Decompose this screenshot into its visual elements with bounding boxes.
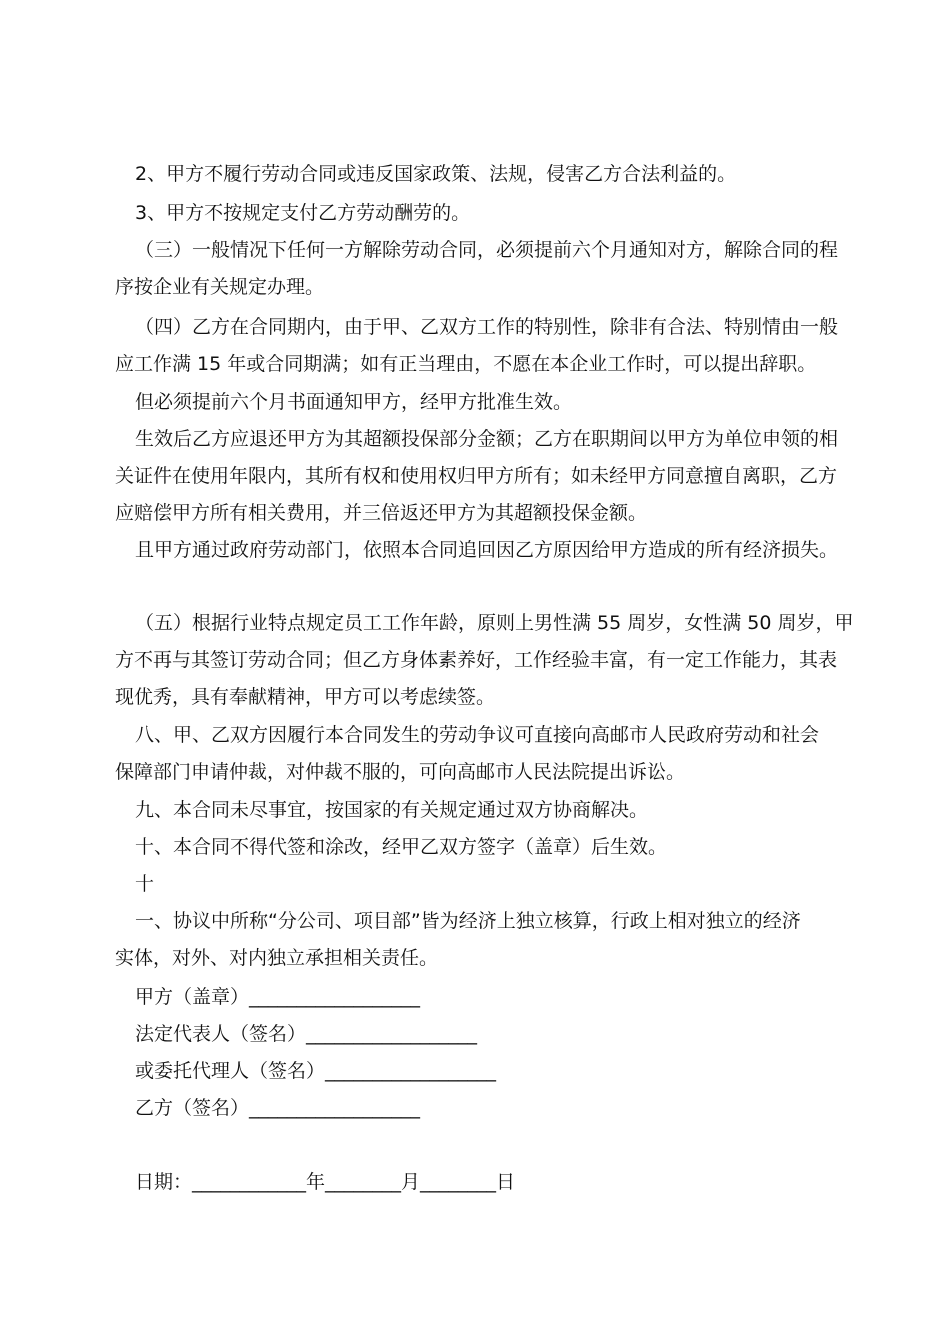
party-b-signature-line — [115, 1090, 860, 1127]
party-a-signature-line — [115, 979, 860, 1016]
clause-nine — [115, 792, 860, 829]
refund-paragraph — [115, 421, 840, 532]
section-three — [115, 232, 840, 306]
text-line: 现优秀，具有奉献精神，甲方可以考虑续签。 — [115, 686, 496, 708]
clause-3 — [115, 195, 860, 232]
text-line: 生效后乙方应退还甲方为其超额投保部分金额；乙方在职期间以甲方为单位申领的相 — [135, 428, 839, 450]
clause-eight — [115, 717, 840, 791]
legal-rep-signature-line — [115, 1016, 860, 1053]
clause-ten — [115, 829, 860, 866]
text-line: 九、本合同未尽事宜，按国家的有关规定通过双方协商解决。 — [135, 799, 649, 821]
text-line: 乙方（签名）__________________ — [135, 1097, 421, 1119]
text-line: 十 — [135, 873, 155, 895]
text-line: 应赔偿甲方所有相关费用，并三倍返还甲方为其超额投保金额。 — [115, 502, 648, 524]
text-line: 保障部门申请仲裁，对仲裁不服的，可向高邮市人民法院提出诉讼。 — [115, 761, 686, 783]
section-five — [115, 605, 854, 716]
text-line: 一、协议中所称“分公司、项目部”皆为经济上独立核算，行政上相对独立的经济 — [135, 910, 801, 932]
clause-eleven — [115, 903, 840, 977]
section-four — [115, 309, 840, 383]
text-line: 甲方（盖章）__________________ — [135, 986, 421, 1008]
text-line: 2、甲方不履行劳动合同或违反国家政策、法规，侵害乙方合法利益的。 — [135, 163, 737, 185]
text-line: （三）一般情况下任何一方解除劳动合同，必须提前六个月通知对方，解除合同的程 — [135, 239, 839, 261]
text-line: 或委托代理人（签名）__________________ — [135, 1060, 497, 1082]
clause-eleven-heading — [115, 866, 860, 903]
text-line: 日期：____________年________月________日 — [135, 1171, 516, 1193]
text-line: 法定代表人（签名）__________________ — [135, 1023, 478, 1045]
text-line: 方不再与其签订劳动合同；但乙方身体素养好，工作经验丰富，有一定工作能力，其表 — [115, 649, 838, 671]
text-line: 实体，对外、对内独立承担相关责任。 — [115, 947, 439, 969]
clause-2 — [115, 156, 860, 193]
text-line: 但必须提前六个月书面通知甲方，经甲方批准生效。 — [135, 391, 573, 413]
text-line: 且甲方通过政府劳动部门，依照本合同追回因乙方原因给甲方造成的所有经济损失。 — [135, 539, 839, 561]
date-line — [115, 1164, 860, 1201]
text-line: 序按企业有关规定办理。 — [115, 276, 325, 298]
text-line: （五）根据行业特点规定员工工作年龄，原则上男性满 55 周岁，女性满 50 周岁，甲 — [135, 612, 854, 634]
recovery-paragraph — [115, 532, 860, 569]
text-line: 3、甲方不按规定支付乙方劳动酬劳的。 — [135, 202, 471, 224]
notice-paragraph — [115, 384, 860, 421]
text-line: 十、本合同不得代签和涂改，经甲乙双方签字（盖章）后生效。 — [135, 836, 668, 858]
text-line: 应工作满 15 年或合同期满；如有正当理由，不愿在本企业工作时，可以提出辞职。 — [115, 353, 817, 375]
text-line: 八、甲、乙双方因履行本合同发生的劳动争议可直接向高邮市人民政府劳动和社会 — [135, 724, 820, 746]
agent-signature-line — [115, 1053, 860, 1090]
text-line: 关证件在使用年限内，其所有权和使用权归甲方所有；如未经甲方同意擅自离职，乙方 — [115, 465, 838, 487]
text-line: （四）乙方在合同期内，由于甲、乙双方工作的特别性，除非有合法、特别情由一般 — [135, 316, 839, 338]
